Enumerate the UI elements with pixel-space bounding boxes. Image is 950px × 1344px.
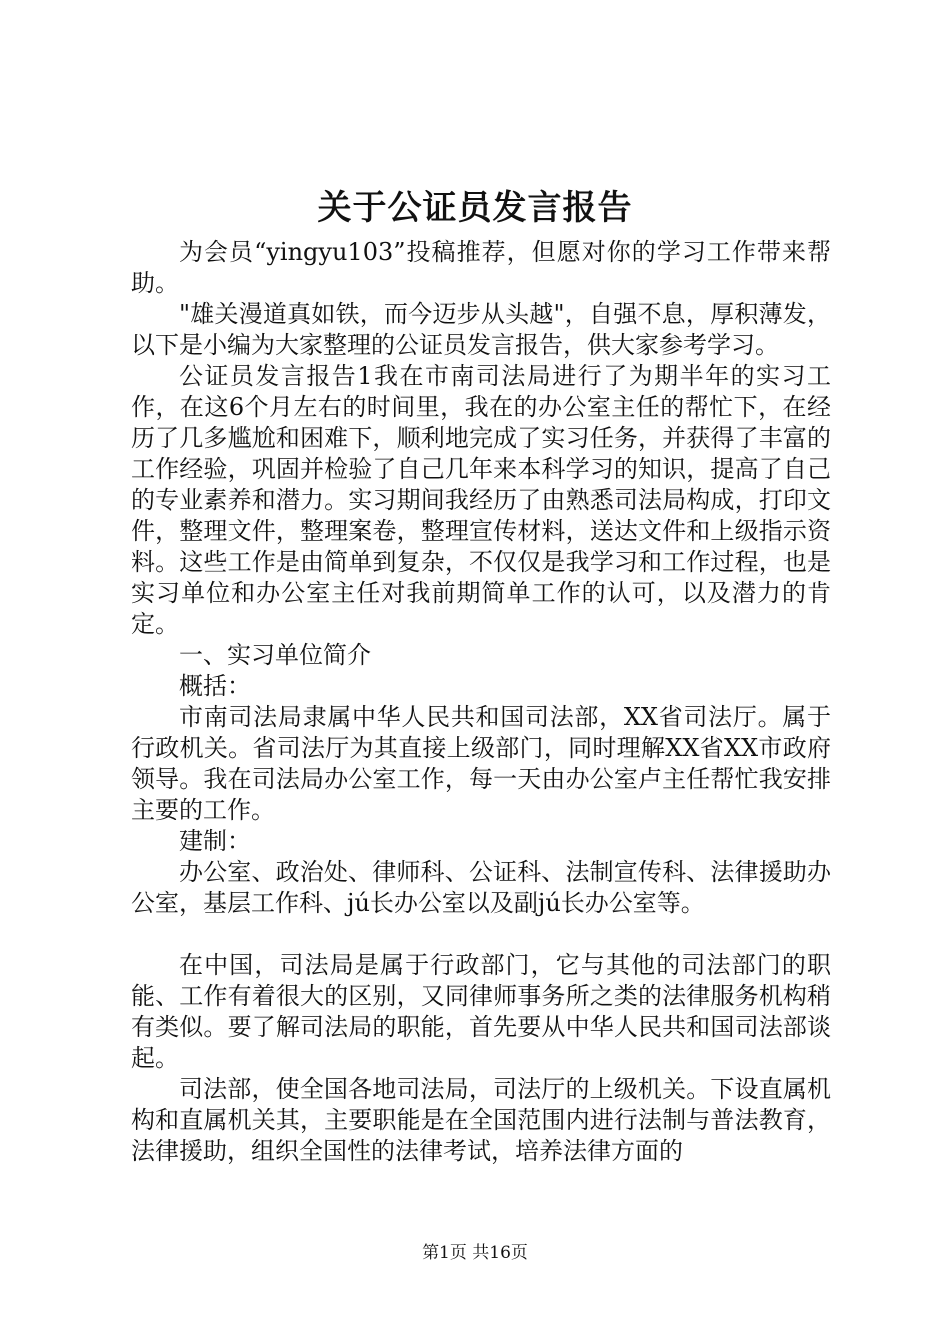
paragraph-report-1: 公证员发言报告1我在市南司法局进行了为期半年的实习工作，在这6个月左右的时间里，我在的办公室主任的帮忙下，在经历了几多尴尬和困难下，顺利地完成了实习任务，并获得了丰富的工作经验，巩固并检验了自己几年来本科学习的知识，提高了自己的专业素养和潜力。实习期间我经历了由熟悉司法局构成，打印文件，整理文件，整理案卷，整理宣传材料，送达文件和上级指示资料。这些工作是由简单到复杂，不仅仅是我学习和工作过程，也是实习单位和办公室主任对我前期简单工作的认可，以及潜力的肯定。 xyxy=(131,362,831,638)
paragraph-ministry: 司法部，使全国各地司法局，司法厅的上级机关。下设直属机构和直属机关其，主要职能是在全国范围内进行法制与普法教育，法律援助，组织全国性的法律考试，培养法律方面的 xyxy=(131,1075,831,1165)
paragraph-overview: 市南司法局隶属中华人民共和国司法部，XX省司法厅。属于行政机关。省司法厅为其直接上级部门，同时理解XX省XX市政府领导。我在司法局办公室工作，每一天由办公室卢主任帮忙我安排主要的工作。 xyxy=(131,703,831,824)
paragraph-intro: 为会员“yingyu103”投稿推荐，但愿对你的学习工作带来帮助。 xyxy=(131,238,831,297)
paragraph-organization: 办公室、政治处、律师科、公证科、法制宣传科、法律援助办公室，基层工作科、jú长办公室以及副jú长办公室等。 xyxy=(131,858,831,917)
document-body xyxy=(131,237,831,1167)
paragraph-china-judicial: 在中国，司法局是属于行政部门，它与其他的司法部门的职能、工作有着很大的区别，又同律师事务所之类的法律服务机构稍有类似。要了解司法局的职能，首先要从中华人民共和国司法部谈起。 xyxy=(131,951,831,1072)
subheading-overview: 概括： xyxy=(179,672,251,700)
page-footer: 第1页 共16页 xyxy=(422,1243,528,1263)
section-heading-unit-intro: 一、实习单位简介 xyxy=(179,641,371,669)
paragraph-quote: "雄关漫道真如铁，而今迈步从头越"，自强不息，厚积薄发，以下是小编为大家整理的公证员发言报告，供大家参考学习。 xyxy=(131,300,831,359)
document-title: 关于公证员发言报告 xyxy=(317,188,633,228)
subheading-organization: 建制： xyxy=(179,827,251,855)
blank-line xyxy=(131,919,831,950)
